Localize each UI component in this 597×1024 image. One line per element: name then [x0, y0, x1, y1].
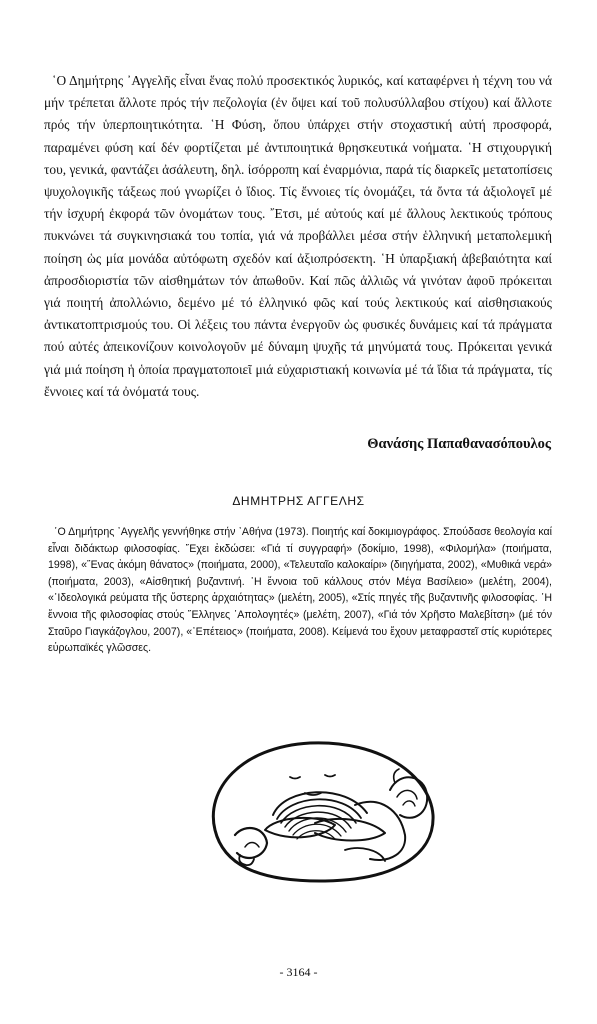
drawing-curled-figure-icon	[195, 735, 445, 885]
bio-heading: ΔΗΜΗΤΡΗΣ ΑΓΓΕΛΗΣ	[232, 494, 365, 508]
review-paragraph: ῾Ο Δημήτρης ᾽Αγγελῆς εἶναι ἕνας πολύ προσεκτικός λυρικός, καί καταφέρνει ἡ τέχνη του νά μήν τρέπεται ἄλλοτε πρός τήν πεζολογία (ἐν ὄψει καί τοῦ πολυσύλλαβου στίχου) καί ἄλλοτε πρός τήν ὑπερποιητικότητα. ῾Η Φύση, ὅπου ὑπάρχει στήν στοχαστική αὐτή προσφορά, παραμένει φύση καί δέν φορτίζεται μέ ἀντιποιητικά θρησκευτικά νοήματα. ῾Η στιχουργική του, γενικά, φαντάζει ἀσάλευτη, δηλ. ἰσόρροπη καί ἐναρμόνια, παρά τίς διαρκεῖς μετατοπίσεις ψυχολογικῆς τάξεως πού γνωρίζει ὁ ἴδιος. Τίς ἔννοιες τίς ὀνομάζει, τά ὄντα τά ἀξιολογεῖ μέ τήν ἰσχυρή ἐκφορά τῶν ὀνομάτων τους. ῎Ετσι, μέ αὐτούς καί μέ ἄλλους λεκτικούς τρόπους πυκνώνει τά συγκινησιακά του τοπία, γιά νά προβάλλει μέσα στήν ἑλληνική μεταπολεμική ποίηση ὡς μία μονάδα αὐτόφωτη σχεδόν καί ἀξιοπρόσεκτη. ῾Η ὑπαρξιακή ἀβεβαιότητα καί ἀπροσδιοριστία τῶν αἰσθημάτων τόν ἀπωθοῦν. Καί πῶς ἀλλιῶς νά γινόταν ἀφοῦ πρόκειται γιά ποιητή ἀπολλώνιο, δεμένο μέ τό ἑλληνικό φῶς καί τούς λεκτικούς καί αἰσθησιακούς ἀντικατοπτρισμούς του. Οἱ λέξεις του πάντα ἐνεργοῦν ὡς φυσικές δυνάμεις καί τά πράγματα πού αὐτές ἀπεικονίζουν κοινολογοῦν μέ δύναμη ψυχῆς τά μηνύματά τους. Πρόκειται γενικά γιά μιά ποίηση ἡ ὁποία πραγματοποιεῖ μιά εὐχαριστιακή κοινωνία μέ τά ἴδια τά πράγματα, τίς ἔννοιες καί τά ὀνόματά τους.	[44, 73, 552, 399]
bio-paragraph: ῾Ο Δημήτρης ᾽Αγγελῆς γεννήθηκε στήν ᾽Αθήνα (1973). Ποιητής καί δοκιμιογράφος. Σπούδασε θεολογία καί εἶναι διδάκτωρ φιλοσοφίας. ῎Εχει ἐκδώσει: «Γιά τί συγγραφή» (δοκίμιο, 1998), «Φιλομήλα» (ποιήματα, 1998), «῞Ενας ἀκόμη θάνατος» (ποιήματα, 2000), «Τελευταῖο καλοκαίρι» (διηγήματα, 2002), «Μυθικά νερά» (ποιήματα, 2003), «Αἰσθητική βυζαντινή. ῾Η ἔννοια τοῦ κάλλους στόν Μέγα Βασίλειο» (μελέτη, 2004), «᾽Ιδεολογικά ρεύματα τῆς ὕστερης ἀρχαιότητας» (μελέτη, 2005), «Στίς πηγές τῆς βυζαντινῆς φιλοσοφίας. ῾Η ἔννοια τῆς φιλοσοφίας στούς ῞Ελληνες ᾽Απολογητές» (μελέτη, 2007), «Γιά τόν Χρῆστο Μαλεβίτση» (μέ τόν Σταῦρο Γιαγκάζογλου, 2007), «᾽Επέτειος» (ποιήματα, 2008). Κείμενά του ἔχουν μεταφραστεῖ στίς κυριότερες εὐρωπαϊκές γλῶσσες.	[48, 526, 552, 655]
review-text-block	[44, 70, 552, 403]
review-author-signature: Θανάσης Παπαθανασόπουλος	[367, 436, 551, 452]
page-number: - 3164 -	[279, 965, 318, 979]
bio-text-block	[48, 524, 552, 657]
